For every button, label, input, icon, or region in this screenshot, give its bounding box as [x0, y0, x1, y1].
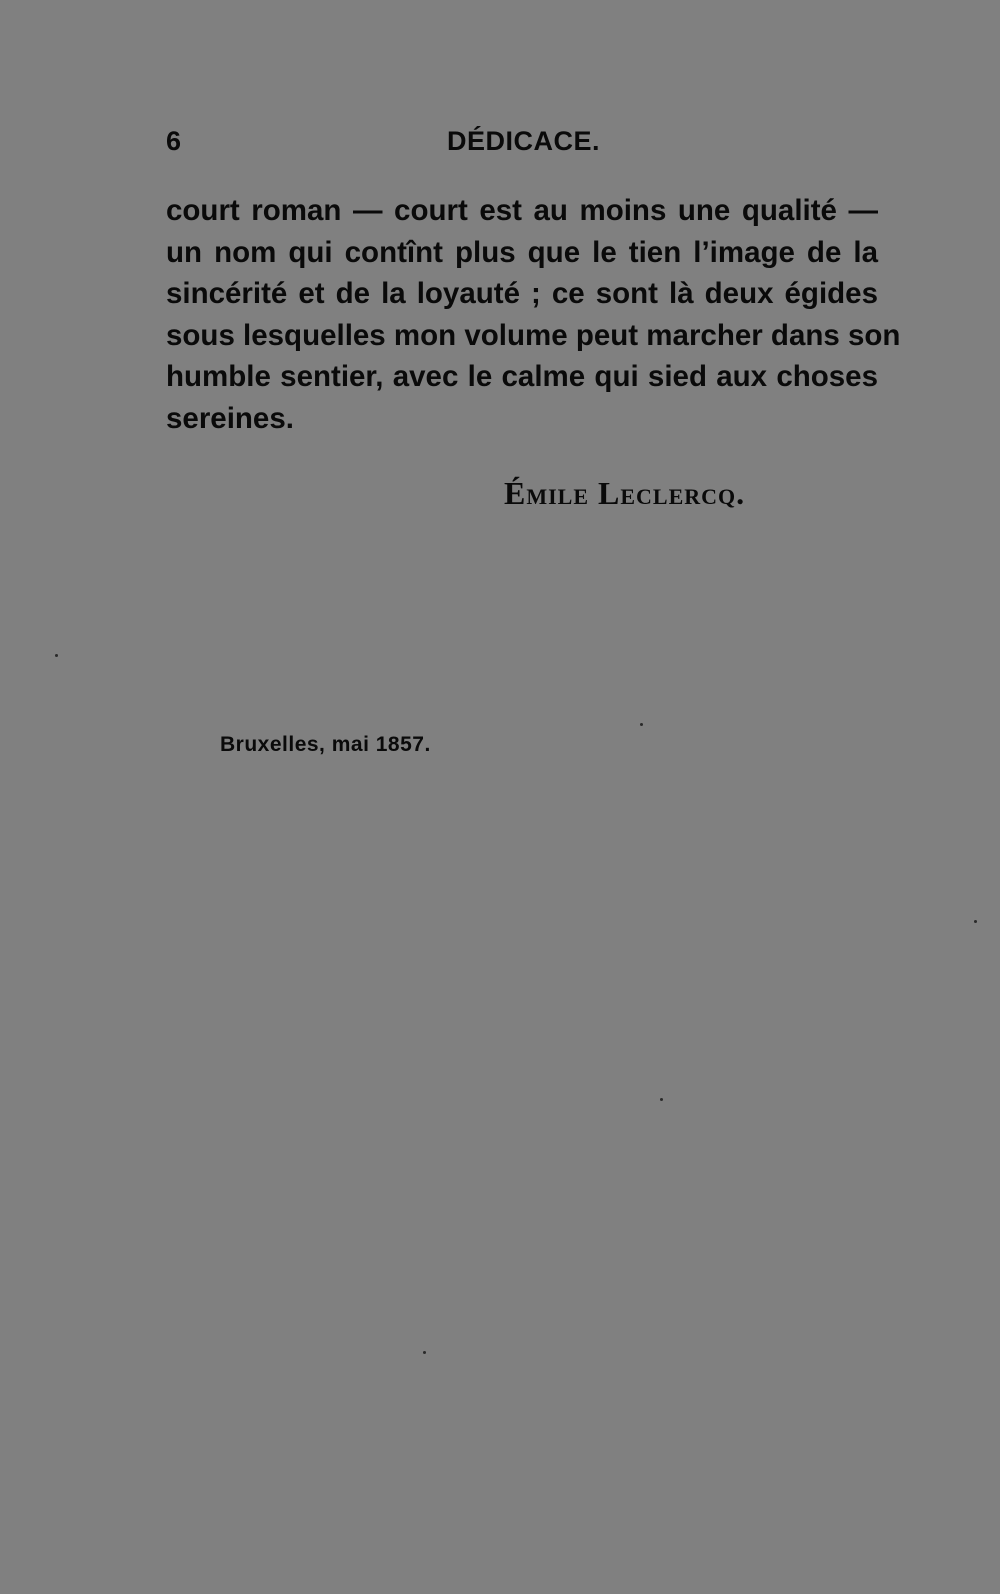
scan-speck	[640, 723, 643, 726]
scan-speck	[660, 1098, 663, 1101]
dedication-text	[166, 190, 901, 439]
page-number: 6	[166, 126, 182, 156]
scan-speck	[423, 1351, 426, 1354]
scan-speck	[974, 920, 977, 923]
place-date: Bruxelles, mai 1857.	[220, 733, 431, 756]
scan-speck	[55, 654, 58, 657]
running-head	[166, 126, 600, 166]
text-line: sous lesquelles mon volume peut marcher dans son	[166, 318, 901, 352]
text-line: court roman — court est au moins une qualité —	[166, 194, 878, 227]
author-signature: Émile Leclercq.	[504, 475, 746, 511]
text-line: humble sentier, avec le calme qui sied aux choses	[166, 360, 878, 393]
text-line: sincérité et de la loyauté ; ce sont là deux égides	[166, 277, 878, 310]
running-title: DÉDICACE.	[446, 126, 600, 156]
text-line: un nom qui contînt plus que le tien l’image de la	[166, 235, 878, 269]
text-line: sereines.	[166, 401, 294, 435]
